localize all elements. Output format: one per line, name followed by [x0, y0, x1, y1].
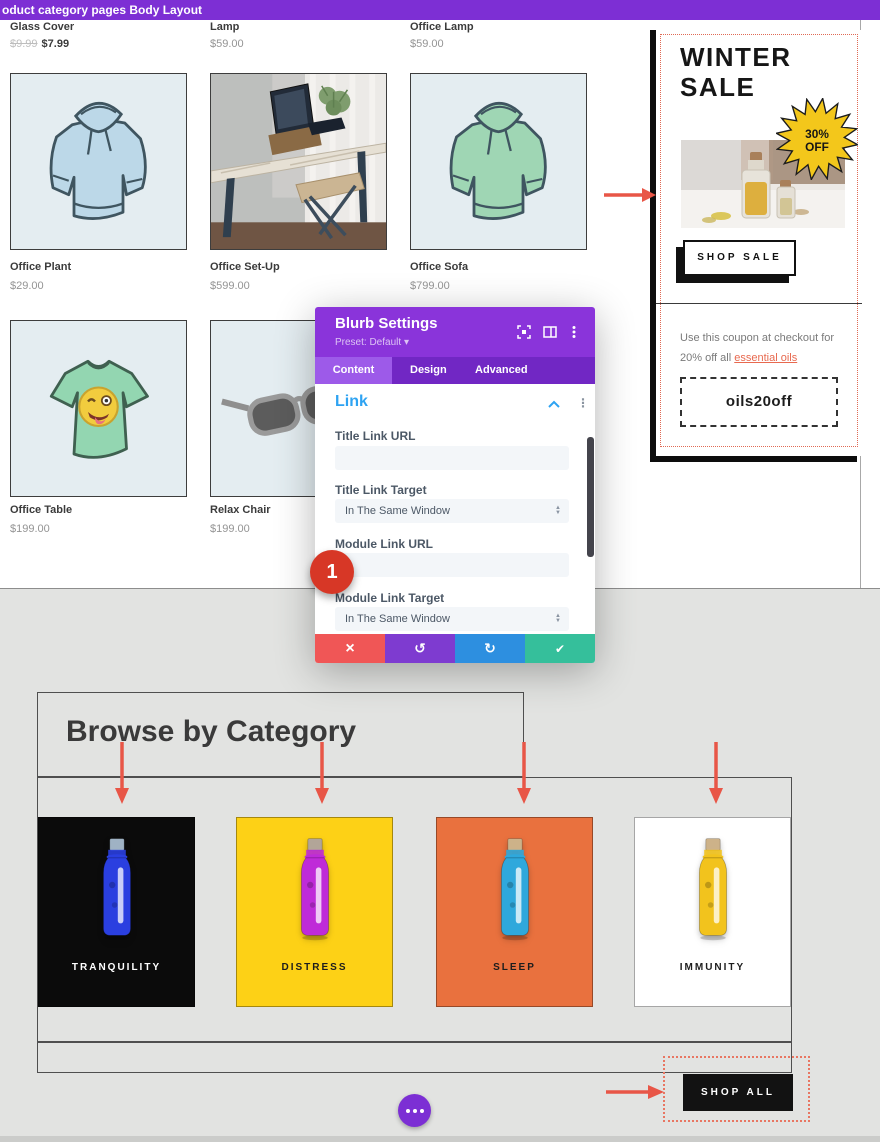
- annotation-arrow-down-1: [113, 742, 131, 804]
- winter-sale-title: [680, 42, 792, 102]
- product-image-hoodie-blue[interactable]: [10, 73, 187, 250]
- product-price: $199.00: [10, 523, 50, 535]
- modal-tab-bar: [315, 357, 595, 384]
- cancel-button[interactable]: [315, 634, 385, 663]
- annotation-arrow-down-4: [707, 742, 725, 804]
- snap-position-icon[interactable]: [517, 325, 531, 339]
- product-old-price: $9.99: [10, 38, 38, 50]
- product-price: $199.00: [210, 523, 250, 535]
- select-value: In The Same Window: [345, 505, 450, 517]
- category-card-immunity[interactable]: [634, 817, 791, 1007]
- field-label-module-link-target: Module Link Target: [335, 591, 445, 605]
- link-section-toggle[interactable]: Link: [335, 393, 368, 410]
- annotation-arrow-down-2: [313, 742, 331, 804]
- product-image-hoodie-green[interactable]: [410, 73, 587, 250]
- title-link-url-input[interactable]: [335, 446, 569, 470]
- annotation-arrow-right-sale: [604, 186, 656, 204]
- product-price: $799.00: [410, 280, 450, 292]
- module-link-target-select[interactable]: [335, 607, 569, 631]
- category-heading: Browse by Category: [66, 715, 357, 748]
- tab-design[interactable]: Design: [410, 364, 447, 376]
- shop-sale-button[interactable]: SHOP SALE: [683, 240, 796, 276]
- category-card-distress[interactable]: [236, 817, 393, 1007]
- product-name[interactable]: Office Lamp: [410, 21, 474, 33]
- product-name[interactable]: Office Table: [10, 504, 73, 516]
- coupon-line2-prefix: 20% off all: [680, 352, 735, 364]
- annotation-arrow-down-3: [515, 742, 533, 804]
- winter-sale-title-line1: WINTER: [680, 42, 792, 72]
- preset-label: Preset: Default: [335, 337, 402, 348]
- modal-header: [315, 307, 595, 357]
- product-image-desk-photo[interactable]: [210, 73, 387, 250]
- link-section-menu-icon[interactable]: ⋮: [577, 396, 589, 410]
- coupon-text-line1: Use this coupon at checkout for: [680, 332, 835, 344]
- expand-settings-button[interactable]: [398, 1094, 431, 1127]
- more-options-icon[interactable]: [567, 325, 581, 339]
- bottle-illustration: [491, 836, 539, 942]
- starburst-off-text: OFF: [805, 139, 829, 154]
- category-card-tranquility[interactable]: [38, 817, 195, 1007]
- product-image-tshirt-emoji[interactable]: [10, 320, 187, 497]
- undo-button[interactable]: [385, 634, 455, 663]
- product-name[interactable]: Glass Cover: [10, 21, 75, 33]
- category-card-sleep[interactable]: [436, 817, 593, 1007]
- coupon-code-box: oils20off: [680, 377, 838, 427]
- product-name[interactable]: Office Plant: [10, 261, 72, 273]
- product-price: $59.00: [210, 38, 244, 50]
- undo-icon: ↺: [414, 640, 426, 656]
- next-section-edge: [0, 1136, 880, 1142]
- title-link-target-select[interactable]: [335, 499, 569, 523]
- redo-icon: ↻: [484, 640, 496, 656]
- discount-starburst-badge: [776, 98, 858, 180]
- product-sale-price: $7.99: [41, 38, 70, 50]
- redo-button[interactable]: [455, 634, 525, 663]
- category-label: IMMUNITY: [679, 962, 746, 973]
- select-value: In The Same Window: [345, 613, 450, 625]
- annotation-arrow-right-shop-all: [606, 1083, 664, 1101]
- field-label-title-link-url: Title Link URL: [335, 429, 416, 443]
- category-label: SLEEP: [493, 962, 536, 973]
- sale-divider: [656, 303, 862, 304]
- product-price: $59.00: [410, 38, 444, 50]
- modal-body: [315, 384, 595, 634]
- blurb-settings-modal: [315, 307, 595, 663]
- sale-box-bottom-border: [650, 456, 857, 462]
- essential-oils-link[interactable]: essential oils: [734, 352, 798, 364]
- split-view-icon[interactable]: [543, 325, 557, 339]
- category-label: DISTRESS: [281, 962, 348, 973]
- caret-down-icon: ▾: [403, 337, 409, 348]
- tab-content[interactable]: Content: [332, 364, 375, 376]
- shop-all-button[interactable]: SHOP ALL: [683, 1074, 793, 1111]
- bottle-illustration: [93, 836, 141, 942]
- save-button[interactable]: [525, 634, 595, 663]
- check-icon: ✔: [554, 641, 566, 656]
- field-label-title-link-target: Title Link Target: [335, 483, 427, 497]
- category-heading-box: [37, 692, 524, 777]
- product-price: [10, 38, 69, 50]
- tab-advanced[interactable]: Advanced: [475, 364, 528, 376]
- preset-dropdown[interactable]: [335, 337, 409, 348]
- select-updown-icon: ▲ ▼: [555, 505, 561, 516]
- coupon-text-line2: [680, 348, 845, 368]
- step-1-annotation-badge: 1: [310, 550, 354, 594]
- builder-top-bar: [0, 0, 880, 20]
- product-price: $599.00: [210, 280, 250, 292]
- close-icon: ×: [345, 639, 355, 657]
- category-label: TRANQUILITY: [71, 962, 162, 973]
- product-name[interactable]: Office Sofa: [410, 261, 469, 273]
- product-price: $29.00: [10, 280, 44, 292]
- bottle-illustration: [291, 836, 339, 942]
- coupon-text: [680, 328, 845, 368]
- modal-scrollbar-thumb[interactable]: [587, 437, 594, 557]
- product-name[interactable]: Relax Chair: [210, 504, 271, 516]
- starburst-percent-text: 30%: [805, 127, 829, 142]
- winter-sale-title-line2: SALE: [680, 72, 756, 102]
- module-link-url-input[interactable]: [335, 553, 569, 577]
- field-label-module-link-url: Module Link URL: [335, 537, 433, 551]
- modal-title: Blurb Settings: [335, 315, 438, 332]
- select-updown-icon: ▲ ▼: [555, 613, 561, 624]
- layout-title: oduct category pages Body Layout: [2, 3, 203, 17]
- modal-footer: [315, 634, 595, 663]
- chevron-up-icon[interactable]: [548, 400, 560, 408]
- product-name[interactable]: Lamp: [210, 21, 240, 33]
- product-name[interactable]: Office Set-Up: [210, 261, 280, 273]
- bottle-illustration: [689, 836, 737, 942]
- winter-sale-widget: [656, 30, 862, 456]
